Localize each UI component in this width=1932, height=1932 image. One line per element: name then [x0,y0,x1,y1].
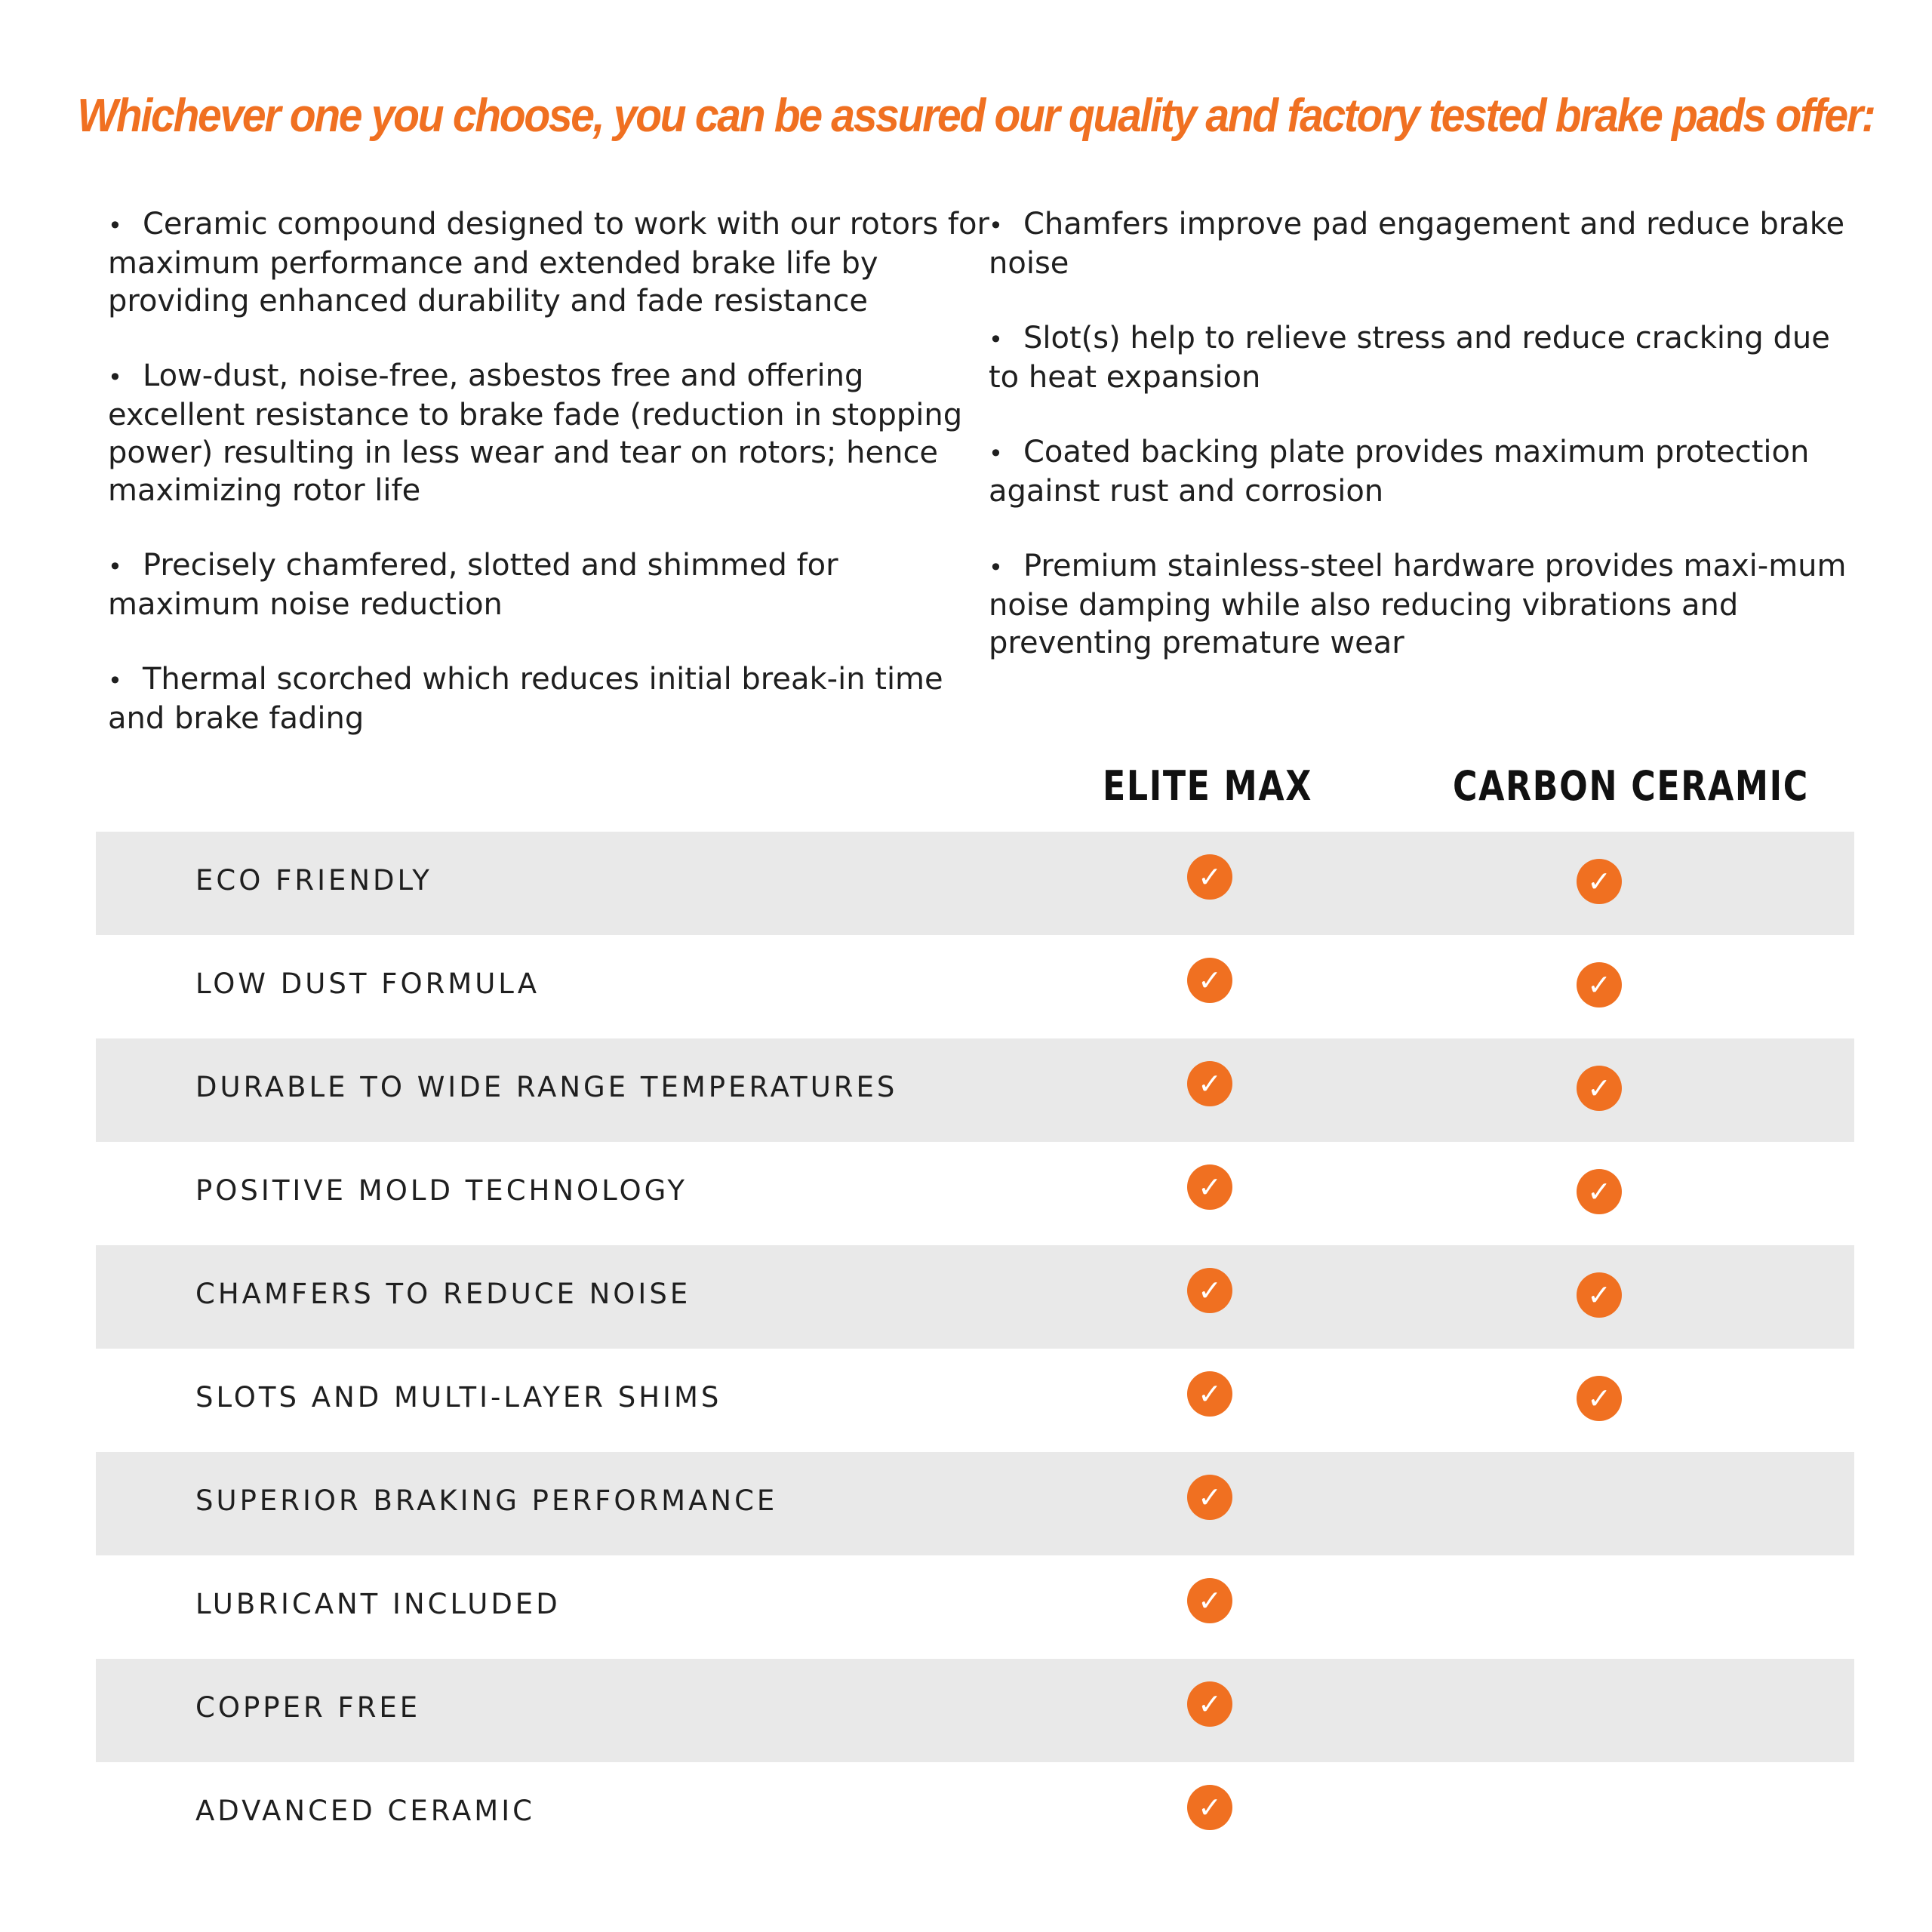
bullet-list-left [108,205,998,774]
feature-label: CHAMFERS TO REDUCE NOISE [195,1278,691,1310]
feature-label: ECO FRIENDLY [195,864,432,897]
check-icon-elite-max: ✓ [1187,1268,1232,1313]
table-row [96,1452,1854,1555]
bullet-item [108,660,998,737]
bullet-text: Slot(s) help to relieve stress and reduce cracking due to heat expansion [989,321,1830,395]
column-header-elite-max: ELITE MAX [1102,762,1313,810]
headline: Whichever one you choose, you can be assured our quality and factory tested brake pads offer: [77,90,1875,142]
bullet-item [989,547,1864,662]
bullet-dot-icon: • [989,439,1003,468]
feature-label: POSITIVE MOLD TECHNOLOGY [195,1174,688,1207]
feature-label: COPPER FREE [195,1691,421,1724]
table-row [96,1659,1854,1762]
bullet-text: Thermal scorched which reduces initial break-in time and brake fading [108,662,943,736]
check-icon-carbon-ceramic: ✓ [1577,859,1622,904]
bullet-text: Ceramic compound designed to work with our rotors for maximum performance and extended brake life by providing enhanced durability and fade resistance [108,207,989,318]
check-icon-carbon-ceramic: ✓ [1577,962,1622,1008]
table-row [96,1555,1854,1659]
check-icon-elite-max: ✓ [1187,854,1232,900]
feature-label: ADVANCED CERAMIC [195,1795,535,1827]
table-row [96,1245,1854,1349]
bullet-item [108,205,998,320]
bullet-dot-icon: • [108,211,122,240]
check-icon-elite-max: ✓ [1187,958,1232,1003]
table-row [96,935,1854,1038]
check-icon-carbon-ceramic: ✓ [1577,1066,1622,1111]
bullet-list-right [989,205,1864,699]
bullet-item [989,319,1864,396]
table-row [96,1349,1854,1452]
bullet-item [108,357,998,509]
table-row [96,1142,1854,1245]
check-icon-elite-max: ✓ [1187,1578,1232,1623]
table-row [96,1038,1854,1142]
bullet-item [989,433,1864,510]
check-icon-elite-max: ✓ [1187,1475,1232,1520]
check-icon-elite-max: ✓ [1187,1164,1232,1210]
bullet-text: Premium stainless-steel hardware provides maxi-mum noise damping while also reducing vibrations and preventing premature wear [989,549,1847,660]
feature-label: LUBRICANT INCLUDED [195,1588,561,1620]
feature-label: SLOTS AND MULTI-LAYER SHIMS [195,1381,722,1414]
bullet-dot-icon: • [989,553,1003,582]
check-icon-elite-max: ✓ [1187,1681,1232,1727]
bullet-item [989,205,1864,282]
bullet-text: Low-dust, noise-free, asbestos free and offering excellent resistance to brake fade (reduction in stopping power) resulting in less wear and tear on rotors; hence maximizing rotor life [108,358,963,508]
check-icon-elite-max: ✓ [1187,1061,1232,1106]
feature-label: LOW DUST FORMULA [195,968,540,1000]
bullet-text: Chamfers improve pad engagement and reduce brake noise [989,207,1845,281]
check-icon-elite-max: ✓ [1187,1785,1232,1830]
bullet-dot-icon: • [989,325,1003,354]
bullet-dot-icon: • [108,363,122,392]
table-row [96,832,1854,935]
feature-label: DURABLE TO WIDE RANGE TEMPERATURES [195,1071,898,1103]
check-icon-elite-max: ✓ [1187,1371,1232,1417]
check-icon-carbon-ceramic: ✓ [1577,1169,1622,1214]
column-header-carbon-ceramic: CARBON CERAMIC [1453,762,1809,810]
check-icon-carbon-ceramic: ✓ [1577,1376,1622,1421]
bullet-text: Precisely chamfered, slotted and shimmed for maximum noise reduction [108,548,838,622]
check-icon-carbon-ceramic: ✓ [1577,1272,1622,1318]
feature-label: SUPERIOR BRAKING PERFORMANCE [195,1484,778,1517]
comparison-table [96,832,1854,1866]
bullet-text: Coated backing plate provides maximum protection against rust and corrosion [989,435,1810,509]
bullet-dot-icon: • [108,666,122,695]
table-row [96,1762,1854,1866]
bullet-item [108,546,998,623]
bullet-dot-icon: • [989,211,1003,240]
bullet-dot-icon: • [108,552,122,581]
